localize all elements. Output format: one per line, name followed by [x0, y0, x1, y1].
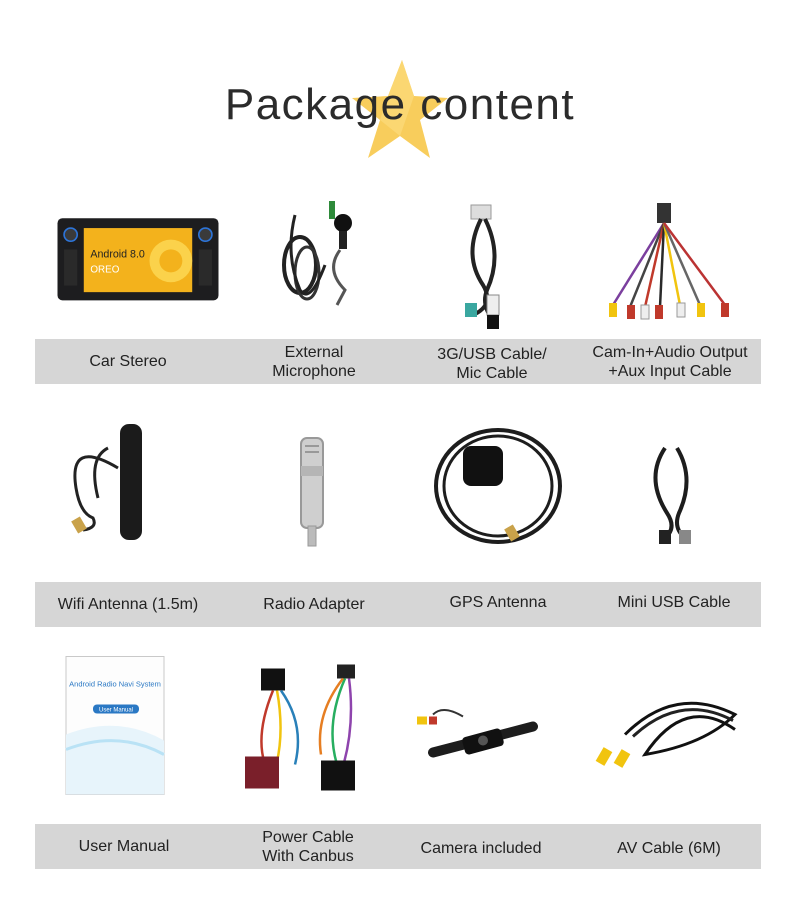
usb-cable-icon — [403, 195, 581, 335]
rca-cable-icon — [585, 195, 763, 335]
microphone-icon — [225, 195, 403, 335]
item-label: Car Stereo — [89, 353, 167, 370]
item-label: Power Cable With Canbus — [262, 828, 354, 865]
item-label: Mini USB Cable — [617, 594, 731, 611]
item-label: Radio Adapter — [263, 596, 365, 613]
gps-antenna-icon — [403, 418, 581, 558]
item-label: GPS Antenna — [449, 594, 547, 611]
page-title: Package content — [224, 80, 576, 129]
power-cable-icon — [225, 652, 403, 797]
manual-title: Android Radio Navi System — [69, 679, 161, 689]
screen-line1: Android 8.0 — [90, 248, 145, 261]
item-label: External Microphone — [272, 343, 356, 380]
user-manual-icon — [38, 652, 216, 797]
car-stereo-icon — [38, 210, 238, 325]
radio-adapter-icon — [225, 418, 403, 558]
header — [0, 55, 800, 165]
manual-badge: User Manual — [98, 707, 134, 714]
mini-usb-cable-icon — [585, 418, 763, 558]
screen-line2: OREO — [90, 264, 120, 276]
camera-icon — [403, 652, 581, 797]
item-label: AV Cable (6M) — [617, 840, 721, 857]
item-label: Cam-In+Audio Output +Aux Input Cable — [592, 343, 748, 380]
item-label: 3G/USB Cable/ Mic Cable — [437, 345, 547, 382]
wifi-antenna-icon — [38, 418, 216, 558]
item-label: Wifi Antenna (1.5m) — [57, 596, 199, 613]
item-label: User Manual — [78, 838, 170, 855]
av-cable-icon — [585, 652, 763, 797]
item-label: Camera included — [420, 840, 542, 857]
